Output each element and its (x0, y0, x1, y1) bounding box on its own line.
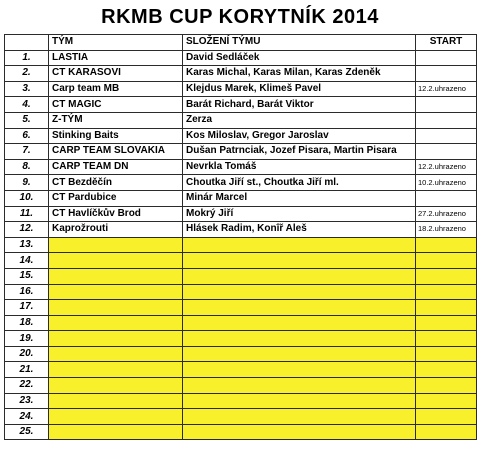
table-row (5, 424, 477, 440)
row-number: 20. (5, 346, 49, 362)
start-status: 10.2.uhrazeno (416, 175, 477, 191)
team-name: CARP TEAM SLOVAKIA (49, 144, 183, 160)
header-members: SLOŽENÍ TÝMU (183, 35, 416, 51)
start-status (416, 346, 477, 362)
row-number: 4. (5, 97, 49, 113)
team-members (183, 424, 416, 440)
team-members: Klejdus Marek, Klimeš Pavel (183, 81, 416, 97)
start-status: 12.2.uhrazeno (416, 81, 477, 97)
team-members (183, 331, 416, 347)
team-name (49, 315, 183, 331)
row-number: 17. (5, 300, 49, 316)
row-number: 19. (5, 331, 49, 347)
team-members (183, 268, 416, 284)
team-members: Karas Michal, Karas Milan, Karas Zdeněk (183, 66, 416, 82)
table-row (5, 50, 477, 66)
start-status: 12.2.uhrazeno (416, 159, 477, 175)
start-status (416, 424, 477, 440)
table-row (5, 409, 477, 425)
start-status: 27.2.uhrazeno (416, 206, 477, 222)
table-row (5, 378, 477, 394)
team-members (183, 393, 416, 409)
start-status (416, 144, 477, 160)
table-row (5, 346, 477, 362)
header-team: TÝM (49, 35, 183, 51)
team-name (49, 331, 183, 347)
table-row (5, 144, 477, 160)
table-row (5, 206, 477, 222)
row-number: 23. (5, 393, 49, 409)
table-row (5, 315, 477, 331)
row-number: 16. (5, 284, 49, 300)
team-name (49, 362, 183, 378)
table-row (5, 331, 477, 347)
team-members: Mokrý Jiří (183, 206, 416, 222)
start-status (416, 66, 477, 82)
team-members (183, 237, 416, 253)
table-row (5, 159, 477, 175)
team-name (49, 268, 183, 284)
row-number: 24. (5, 409, 49, 425)
start-status (416, 112, 477, 128)
start-status (416, 393, 477, 409)
row-number: 22. (5, 378, 49, 394)
row-number: 13. (5, 237, 49, 253)
table-row (5, 81, 477, 97)
team-members (183, 284, 416, 300)
start-status (416, 237, 477, 253)
row-number: 5. (5, 112, 49, 128)
header-start: START (416, 35, 477, 51)
team-members: David Sedláček (183, 50, 416, 66)
team-members (183, 253, 416, 269)
start-status (416, 253, 477, 269)
row-number: 18. (5, 315, 49, 331)
start-status (416, 97, 477, 113)
team-members (183, 409, 416, 425)
team-members: Zerza (183, 112, 416, 128)
team-name (49, 300, 183, 316)
team-name: CARP TEAM DN (49, 159, 183, 175)
row-number: 14. (5, 253, 49, 269)
table-row (5, 97, 477, 113)
header-row (5, 35, 477, 51)
start-status (416, 378, 477, 394)
team-members: Hlásek Radim, Konîř Aleš (183, 222, 416, 238)
team-name (49, 424, 183, 440)
page-title: RKMB CUP KORYTNÍK 2014 (101, 6, 379, 28)
team-name (49, 409, 183, 425)
table-row (5, 237, 477, 253)
table-row (5, 175, 477, 191)
header-num (5, 35, 49, 51)
team-members: Barát Richard, Barát Viktor (183, 97, 416, 113)
team-members: Choutka Jiří st., Choutka Jiří ml. (183, 175, 416, 191)
team-name: Stinking Baits (49, 128, 183, 144)
row-number: 15. (5, 268, 49, 284)
row-number: 10. (5, 190, 49, 206)
team-members (183, 300, 416, 316)
team-members (183, 378, 416, 394)
team-name: LASTIA (49, 50, 183, 66)
table-row (5, 300, 477, 316)
row-number: 2. (5, 66, 49, 82)
table-row (5, 190, 477, 206)
table-row (5, 222, 477, 238)
table-row (5, 284, 477, 300)
start-status (416, 128, 477, 144)
table-row (5, 66, 477, 82)
team-name (49, 393, 183, 409)
start-status (416, 300, 477, 316)
teams-table (4, 34, 477, 440)
row-number: 9. (5, 175, 49, 191)
team-name (49, 237, 183, 253)
start-status (416, 362, 477, 378)
team-members: Nevrkla Tomáš (183, 159, 416, 175)
row-number: 21. (5, 362, 49, 378)
row-number: 12. (5, 222, 49, 238)
row-number: 11. (5, 206, 49, 222)
team-name (49, 378, 183, 394)
start-status (416, 268, 477, 284)
team-name: CT Bezděčín (49, 175, 183, 191)
start-status (416, 190, 477, 206)
row-number: 6. (5, 128, 49, 144)
team-members (183, 315, 416, 331)
table-row (5, 393, 477, 409)
start-status (416, 284, 477, 300)
start-status (416, 50, 477, 66)
table-row (5, 253, 477, 269)
team-name (49, 284, 183, 300)
team-name: Carp team MB (49, 81, 183, 97)
table-row (5, 128, 477, 144)
team-members: Dušan Patrnciak, Jozef Pisara, Martin Pisara (183, 144, 416, 160)
start-status (416, 331, 477, 347)
team-name (49, 253, 183, 269)
table-row (5, 362, 477, 378)
team-members: Kos Miloslav, Gregor Jaroslav (183, 128, 416, 144)
start-status (416, 315, 477, 331)
team-members (183, 362, 416, 378)
row-number: 1. (5, 50, 49, 66)
team-name: CT MAGIC (49, 97, 183, 113)
team-name: Z-TÝM (49, 112, 183, 128)
team-name: CT Havlíčkův Brod (49, 206, 183, 222)
team-name: Kaprožrouti (49, 222, 183, 238)
table-row (5, 268, 477, 284)
row-number: 3. (5, 81, 49, 97)
team-name: CT Pardubice (49, 190, 183, 206)
team-name: CT KARASOVI (49, 66, 183, 82)
team-name (49, 346, 183, 362)
team-members (183, 346, 416, 362)
start-status (416, 409, 477, 425)
table-row (5, 112, 477, 128)
row-number: 7. (5, 144, 49, 160)
team-members: Minár Marcel (183, 190, 416, 206)
start-status: 18.2.uhrazeno (416, 222, 477, 238)
row-number: 8. (5, 159, 49, 175)
row-number: 25. (5, 424, 49, 440)
